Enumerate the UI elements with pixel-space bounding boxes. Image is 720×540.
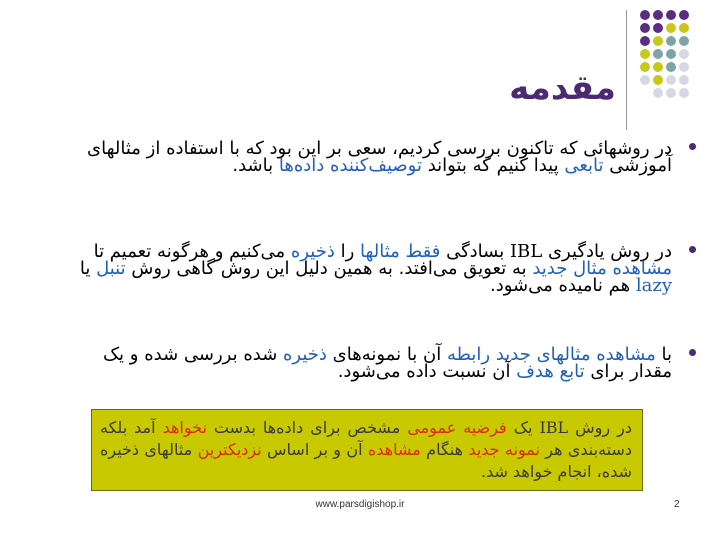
decorative-dot [653, 88, 663, 98]
bullet-1 [72, 140, 672, 174]
bullet-3-segment: آن نسبت داده می‌شود. [337, 361, 517, 382]
note-segment: مشاهده [367, 440, 421, 459]
note-text [100, 417, 632, 483]
decorative-dot [679, 62, 689, 72]
bullet-1-segment: پیدا کنیم که بتواند [422, 155, 565, 176]
decorative-dot [666, 10, 676, 20]
note-segment: نمونه جدید [468, 440, 540, 459]
bullet-2 [56, 243, 672, 294]
bullet-3-segment: ذخیره [283, 344, 327, 365]
bullet-2-segment: یا [79, 258, 97, 279]
note-segment: یک [506, 418, 540, 437]
decorative-dot [679, 10, 689, 20]
bullet-2-segment: می‌کنیم و هرگونه تعمیم تا [93, 241, 291, 262]
note-segment: نزدیکترین [197, 440, 262, 459]
decorative-dot [666, 36, 676, 46]
note-segment: مثالهای ذخیره شده، انجام خواهد شد. [100, 440, 632, 481]
dot-grid-decoration [640, 10, 720, 106]
decorative-dot [640, 62, 650, 72]
bullet-2-segment: lazy [635, 275, 672, 296]
bullet-marker-icon [689, 143, 696, 150]
decorative-dot [679, 36, 689, 46]
decorative-dot [666, 75, 676, 85]
bullet-2-segment: IBL [509, 241, 543, 262]
decorative-dot [640, 49, 650, 59]
decorative-dot [640, 75, 650, 85]
footer-url: www.parsdigishop.ir [315, 499, 405, 510]
bullet-2-segment: هم نامیده می‌شود. [490, 275, 636, 296]
bullet-marker-icon [689, 246, 696, 253]
note-segment: فرضیه عمومی [407, 418, 507, 437]
title-divider [626, 10, 627, 130]
bullet-1-text [72, 140, 672, 174]
bullet-3-segment: شده بررسی شده و یک مقدار برای [102, 344, 672, 382]
decorative-dot [679, 88, 689, 98]
decorative-dot [640, 10, 650, 20]
decorative-dot [653, 10, 663, 20]
decorative-dot [640, 23, 650, 33]
note-segment: هنگام [420, 440, 469, 459]
page-number: 2 [674, 499, 680, 510]
decorative-dot [679, 75, 689, 85]
note-segment: نخواهد [162, 418, 207, 437]
bullet-2-segment: تنبل [96, 258, 126, 279]
bullet-3-segment: مشاهده مثالهای جدید رابطه [446, 344, 656, 365]
bullet-3-segment: تابع هدف [516, 361, 585, 382]
bullet-3 [92, 346, 672, 380]
decorative-dot [666, 23, 676, 33]
note-segment: آن و بر اساس [261, 440, 368, 459]
bullet-1-segment: تابعی [564, 155, 604, 176]
note-box [91, 409, 643, 491]
note-segment: آمد بلکه دسته‌بندی هر [100, 418, 633, 459]
bullet-3-text [92, 346, 672, 380]
bullet-2-segment: بسادگی [440, 241, 510, 262]
bullet-2-segment: فقط مثالها [360, 241, 441, 262]
note-segment: مشخص برای داده‌ها بدست [206, 418, 408, 437]
note-segment: IBL [539, 418, 569, 437]
bullet-2-segment: را [334, 241, 360, 262]
bullet-1-segment: در روشهائی که تاکنون بررسی کردیم، سعی بر این بود که با استفاده از مثالهای آموزشی [87, 138, 672, 176]
decorative-dot [653, 62, 663, 72]
decorative-dot [679, 49, 689, 59]
bullet-2-segment: ذخیره [290, 241, 335, 262]
bullet-2-segment: در روش یادگیری [542, 241, 672, 262]
decorative-dot [679, 23, 689, 33]
bullet-3-segment: آن با نمونه‌های [326, 344, 447, 365]
bullet-1-segment: توصیف‌کننده داده‌ها [278, 155, 422, 176]
note-segment: در روش [568, 418, 632, 437]
decorative-dot [666, 49, 676, 59]
slide-title: مقدمه [509, 68, 616, 108]
bullet-3-segment: با [655, 344, 672, 365]
decorative-dot [653, 36, 663, 46]
decorative-dot [653, 49, 663, 59]
bullet-1-segment: باشد. [232, 155, 279, 176]
bullet-2-segment: مشاهده مثال جدید [532, 258, 672, 279]
decorative-dot [653, 75, 663, 85]
decorative-dot [653, 23, 663, 33]
decorative-dot [666, 62, 676, 72]
bullet-2-text [56, 243, 672, 294]
decorative-dot [640, 36, 650, 46]
decorative-dot [666, 88, 676, 98]
bullet-2-segment: به تعویق می‌افتد. به همین دلیل این روش گاهی روش [125, 258, 533, 279]
bullet-marker-icon [689, 349, 696, 356]
